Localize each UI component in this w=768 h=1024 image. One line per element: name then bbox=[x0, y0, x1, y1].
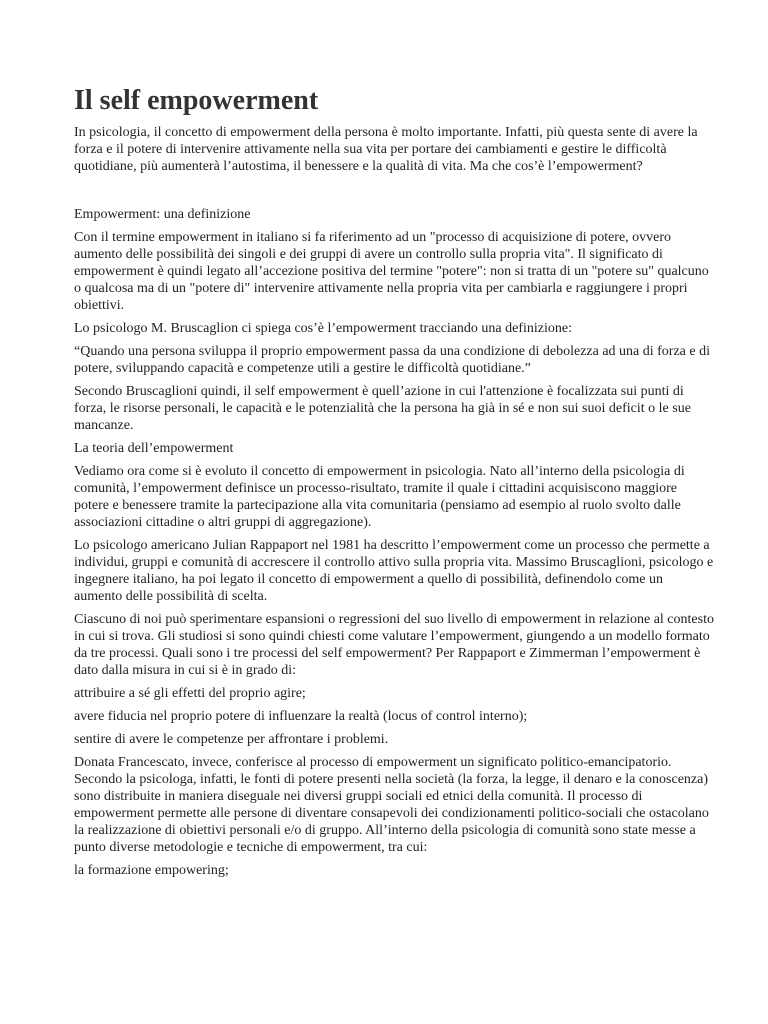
section-heading-definition: Empowerment: una definizione bbox=[74, 207, 251, 222]
quote-paragraph: “Quando una persona sviluppa il proprio empowerment passa da una condizione di debolezza ad una di forza e di potere, sviluppando capacità e competenze utili a gestire le difficoltà quotidiane.” bbox=[74, 344, 711, 376]
list-item: la formazione empowering; bbox=[74, 863, 229, 878]
evolution-paragraph: Vediamo ora come si è evoluto il concetto di empowerment in psicologia. Nato all’interno della psicologia di comunità, l’empowerment definisce un processo-risultato, tramite il quale i cittadini acquisiscono maggiore potere e benessere tramite la partecipazione alla vita comunitaria (pensiamo ad esempio al ruolo svolto dalle associazioni cittadine o altri gruppi di aggregazione). bbox=[74, 464, 685, 530]
francescato-paragraph: Donata Francescato, invece, conferisce al processo di empowerment un significato politico-emancipatorio. Secondo la psicologa, infatti, le fonti di potere presenti nella società (la forza, la legge, il denaro e la conoscenza) sono distribuite in maniera diseguale nei diversi gruppi sociali ed etnici della comunità. Il processo di empowerment permette alle persone di diventare consapevoli dei condizionamenti politico-sociali che ostacolano la realizzazione di obiettivi personali e/o di gruppo. All’interno della psicologia di comunità sono state messe a punto diverse metodologie e tecniche di empowerment, tra cui: bbox=[74, 755, 709, 855]
list-item: attribuire a sé gli effetti del proprio agire; bbox=[74, 686, 306, 701]
section-heading-theory: La teoria dell’empowerment bbox=[74, 441, 234, 456]
three-processes-paragraph: Ciascuno di noi può sperimentare espansioni o regressioni del suo livello di empowerment in relazione al contesto in cui si trova. Gli studiosi si sono quindi chiesti come valutare l’empowerment, giungendo a un modello formato da tre processi. Quali sono i tre processi del self empowerment? Per Rappaport e Zimmerman l’empowerment è dato dalla misura in cui si è in grado di: bbox=[74, 612, 714, 678]
definition-paragraph: Con il termine empowerment in italiano si fa riferimento ad un "processo di acquisizione di potere, ovvero aumento delle possibilità dei singoli e dei gruppi di avere un controllo sulla propria vita". Il significato di empowerment è quindi legato all’accezione positiva del termine "potere": non si tratta di un "potere su" qualcuno o qualcosa ma di un "potere di" intervenire attivamente nella propria vita per cambiarla e raggiungere i propri obiettivi. bbox=[74, 230, 709, 313]
bruscaglion-intro-paragraph: Lo psicologo M. Bruscaglion ci spiega cos’è l’empowerment tracciando una definizione: bbox=[74, 321, 573, 336]
intro-paragraph: In psicologia, il concetto di empowerment della persona è molto importante. Infatti, più questa sente di avere la forza e il potere di intervenire attivamente nella sua vita per portare dei cambiamenti e gestire le difficoltà quotidiane, più aumenterà l’autostima, il benessere e la qualità di vita. Ma che cos’è l’empowerment? bbox=[74, 125, 698, 174]
page-title: Il self empowerment bbox=[74, 85, 319, 116]
self-empowerment-paragraph: Secondo Bruscaglioni quindi, il self empowerment è quell’azione in cui l'attenzione è focalizzata sui punti di forza, le risorse personali, le capacità e le potenzialità che la persona ha già in sé e non sui suoi deficit o le sue mancanze. bbox=[74, 384, 691, 433]
list-item: sentire di avere le competenze per affrontare i problemi. bbox=[74, 732, 389, 747]
document-page bbox=[74, 84, 714, 885]
list-item: avere fiducia nel proprio potere di influenzare la realtà (locus of control interno); bbox=[74, 709, 528, 724]
rappaport-paragraph: Lo psicologo americano Julian Rappaport nel 1981 ha descritto l’empowerment come un processo che permette a individui, gruppi e comunità di accrescere il controllo attivo sulla propria vita. Massimo Bruscaglioni, psicologo e ingegnere italiano, ha poi legato il concetto di empowerment a quello di possibilità, definendolo come un aumento delle possibilità di scelta. bbox=[74, 538, 714, 604]
